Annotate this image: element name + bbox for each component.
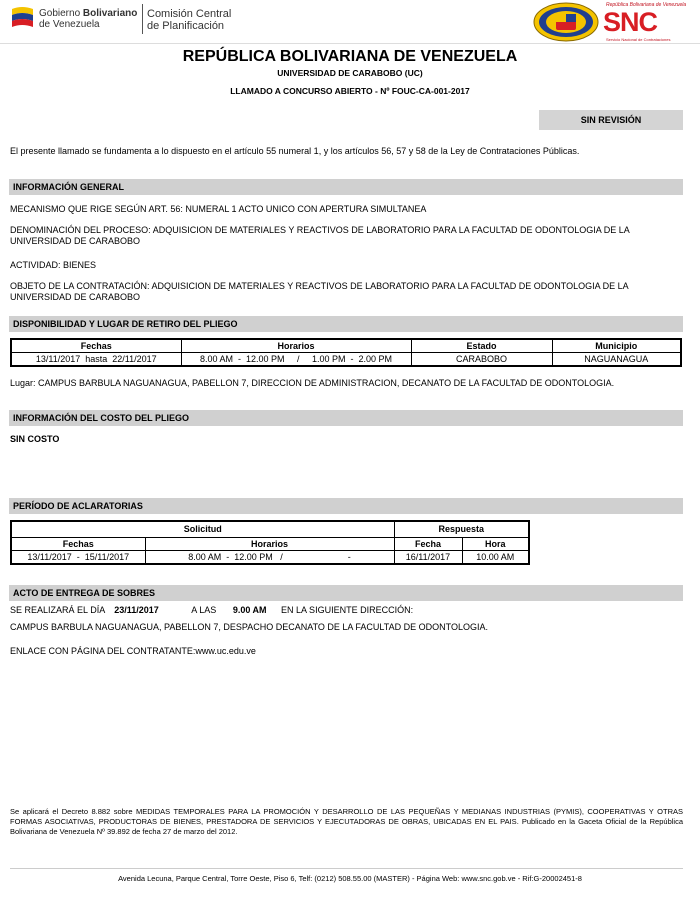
- comision-planificacion-logo: Comisión Central de Planificación: [147, 8, 232, 32]
- lugar-text: Lugar: CAMPUS BARBULA NAGUANAGUA, PABELLON 7, DIRECCION DE ADMINISTRACION, DECANATO DE LA FACULTAD DE ODONTOLOGIA.: [10, 378, 615, 388]
- snc-subcaption: Servicio Nacional de Contrataciones: [606, 37, 671, 42]
- header-divider: [0, 43, 700, 44]
- logo-divider: [142, 4, 143, 34]
- gobierno-bolivariano-logo: Gobierno Bolivariano de Venezuela: [39, 8, 138, 30]
- costo-value: SIN COSTO: [10, 434, 60, 444]
- llamado-number: LLAMADO A CONCURSO ABIERTO - Nº FOUC-CA-001-2017: [230, 86, 470, 96]
- decreto-note: Se aplicará el Decreto 8.882 sobre MEDIDAS TEMPORALES PARA LA PROMOCIÓN Y DESARROLLO DE LAS PEQUEÑAS Y MEDIANAS INDUSTRIAS (PYMIS), COOPERATIVAS Y OTRAS FORMAS ASOCIATIVAS, PRODUCTORAS DE BIENES, PRESTADORA DE SERVICIOS Y EJECUTADORAS DE OBRAS, UBICADAS EN EL PAIS. Publicado en la Gaceta Oficial de la República Bolivariana de Venezuela Nº 39.892 de fecha 27 de marzo del 2012.: [10, 807, 683, 836]
- group-respuesta: Respuesta: [394, 521, 529, 537]
- col-estado: Estado: [411, 339, 552, 353]
- snc-wordmark: SNC: [603, 7, 658, 37]
- section-entrega-heading: ACTO DE ENTREGA DE SOBRES: [9, 585, 683, 601]
- cell-hora: 10.00 AM: [462, 550, 529, 564]
- cell-horarios: 8.00 AM - 12.00 PM / 1.00 PM - 2.00 PM: [181, 353, 411, 367]
- cell-estado: CARABOBO: [411, 353, 552, 367]
- cell-fechas: 13/11/2017 - 15/11/2017: [11, 550, 145, 564]
- section-costo-heading: INFORMACIÓN DEL COSTO DEL PLIEGO: [9, 410, 683, 426]
- disponibilidad-table: [10, 338, 682, 367]
- entrega-direccion: CAMPUS BARBULA NAGUANAGUA, PABELLON 7, DESPACHO DECANATO DE LA FACULTAD DE ODONTOLOGIA.: [10, 622, 488, 632]
- mecanismo-text: MECANISMO QUE RIGE SEGÚN ART. 56: NUMERAL 1 ACTO UNICO CON APERTURA SIMULTANEA: [10, 204, 427, 214]
- col-fechas: Fechas: [11, 339, 181, 353]
- intro-text: El presente llamado se fundamenta a lo dispuesto en el artículo 55 numeral 1, y los artículos 56, 57 y 58 de la Ley de Contrataciones Públicas.: [10, 146, 580, 156]
- cell-municipio: NAGUANAGUA: [552, 353, 681, 367]
- entrega-time: 9.00 AM: [232, 605, 267, 615]
- footer-address: Avenida Lecuna, Parque Central, Torre Oeste, Piso 6, Telf: (0212) 508.55.00 (MASTER) - Página Web: www.snc.gob.ve - Rif:G-20002451-8: [118, 874, 582, 883]
- entrega-label-dia: SE REALIZARÁ EL DÍA: [10, 605, 105, 615]
- denominacion-text: DENOMINACIÓN DEL PROCESO: ADQUISICION DE MATERIALES Y REACTIVOS DE LABORATORIO PARA LA FACULTAD DE ODONTOLOGIA DE LA UNIVERSIDAD DE CARABOBO: [10, 225, 630, 246]
- section-general-heading: INFORMACIÓN GENERAL: [9, 179, 683, 195]
- group-solicitud: Solicitud: [11, 521, 394, 537]
- table-group-row: [11, 521, 529, 537]
- table-header-row: [11, 339, 681, 353]
- entrega-line: [10, 605, 685, 616]
- footer-divider: [10, 868, 683, 869]
- objeto-text: OBJETO DE LA CONTRATACIÓN: ADQUISICION DE MATERIALES Y REACTIVOS DE LABORATORIO PARA LA FACULTAD DE ODONTOLOGIA DE LA UNIVERSIDAD DE CARABOBO: [10, 281, 629, 302]
- col-fecha: Fecha: [394, 537, 462, 550]
- col-fechas: Fechas: [11, 537, 145, 550]
- status-badge: SIN REVISIÓN: [539, 110, 683, 130]
- table-row: [11, 353, 681, 367]
- aclaratorias-table: [10, 520, 530, 565]
- col-horarios: Horarios: [181, 339, 411, 353]
- actividad-text: ACTIVIDAD: BIENES: [10, 260, 97, 270]
- entrega-label-hora: A LAS: [191, 605, 217, 615]
- table-header-row: [11, 537, 529, 550]
- venezuela-flag-icon: [10, 5, 35, 30]
- institution-name: UNIVERSIDAD DE CARABOBO (UC): [277, 68, 423, 78]
- cell-horarios: 8.00 AM - 12.00 PM / -: [145, 550, 394, 564]
- page-title: REPÚBLICA BOLIVARIANA DE VENEZUELA: [182, 48, 518, 65]
- section-aclaratorias-heading: PERÍODO DE ACLARATORIAS: [9, 498, 683, 514]
- enlace-contratante: ENLACE CON PÁGINA DEL CONTRATANTE:www.uc.edu.ve: [10, 646, 256, 656]
- entrega-date: 23/11/2017: [114, 605, 159, 615]
- entrega-label-direccion: EN LA SIGUIENTE DIRECCIÓN:: [281, 605, 414, 615]
- table-row: [11, 550, 529, 564]
- cell-fechas: 13/11/2017 hasta 22/11/2017: [11, 353, 181, 367]
- col-horarios: Horarios: [145, 537, 394, 550]
- section-disponibilidad-heading: DISPONIBILIDAD Y LUGAR DE RETIRO DEL PLIEGO: [9, 316, 683, 332]
- cell-fecha: 16/11/2017: [394, 550, 462, 564]
- col-municipio: Municipio: [552, 339, 681, 353]
- col-hora: Hora: [462, 537, 529, 550]
- page-header: [0, 0, 700, 42]
- snc-caption: República Bolivariana de Venezuela: [606, 2, 687, 8]
